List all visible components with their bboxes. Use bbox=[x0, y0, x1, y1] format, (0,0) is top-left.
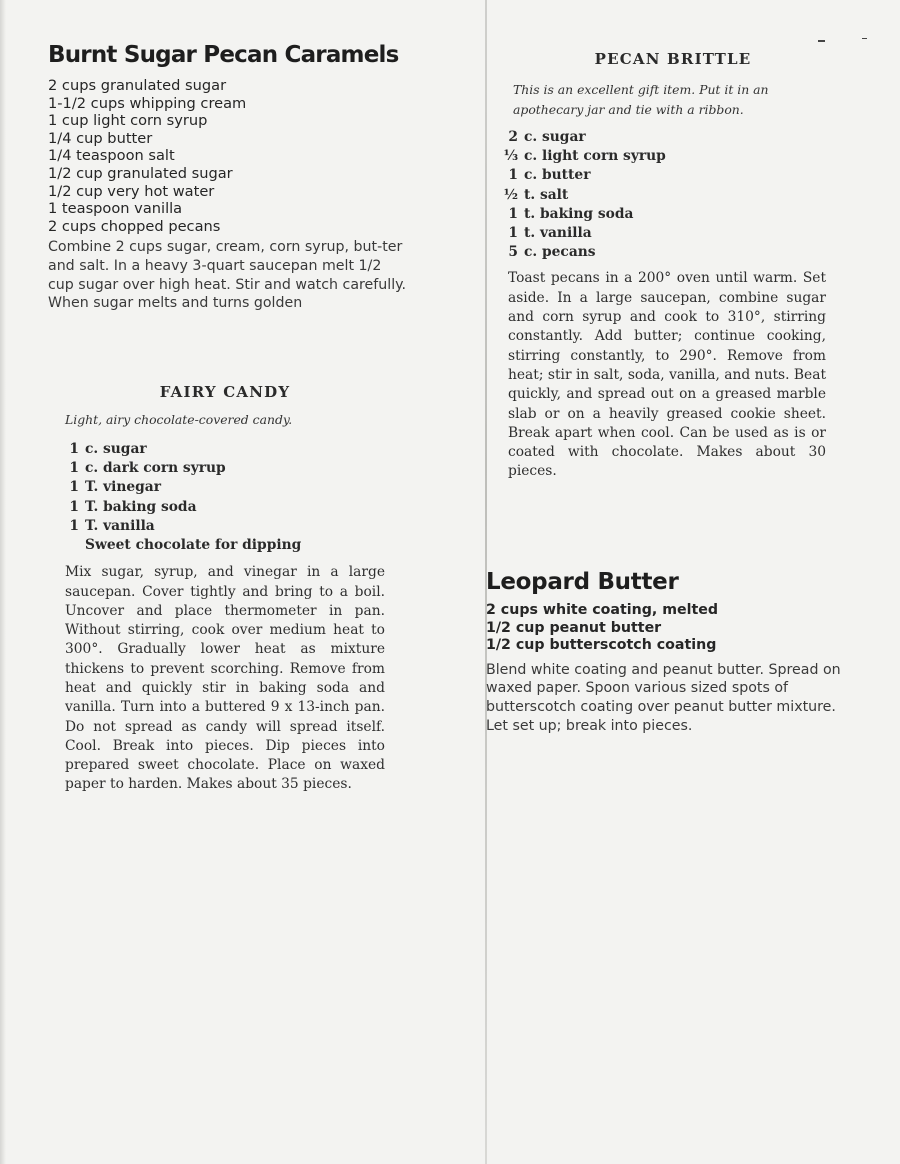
recipe-title: Burnt Sugar Pecan Caramels bbox=[48, 42, 399, 68]
recipe-directions: Combine 2 cups sugar, cream, corn syrup, but-ter and salt. In a heavy 3-quart saucepan melt 1/2 cup sugar over high heat. Stir and watch carefully. When sugar melts and turns golden bbox=[48, 239, 407, 312]
ingredient-quantity: 1 bbox=[69, 517, 79, 534]
scan-mark bbox=[818, 40, 825, 42]
ingredient-item: 1/4 teaspoon salt bbox=[48, 147, 175, 165]
ingredient-quantity: 2 bbox=[508, 129, 518, 145]
ingredient-item: 1 cup light corn syrup bbox=[48, 112, 208, 130]
ingredient-list bbox=[57, 440, 390, 555]
page-edge-shadow bbox=[0, 0, 6, 1164]
recipe-fairy-candy bbox=[65, 383, 390, 795]
ingredient-item: 1-1/2 cups whipping cream bbox=[48, 94, 247, 112]
ingredient-list bbox=[48, 77, 418, 235]
recipe-note: Light, airy chocolate-covered candy. bbox=[65, 412, 293, 427]
ingredient-name: c. pecans bbox=[524, 244, 596, 261]
ingredient-list bbox=[486, 602, 846, 655]
ingredient-quantity: 1 bbox=[508, 167, 518, 184]
ingredient-quantity: ½ bbox=[503, 186, 518, 203]
ingredient-item: 1/2 cup peanut butter bbox=[486, 619, 662, 636]
ingredient-item: 1 teaspoon vanilla bbox=[48, 200, 183, 218]
ingredient-name: c. dark corn syrup bbox=[85, 460, 226, 477]
recipe-burnt-sugar-pecan-caramels bbox=[48, 42, 418, 313]
ingredient-name: Sweet chocolate for dipping bbox=[85, 537, 302, 554]
ingredient-item bbox=[57, 517, 390, 536]
ingredient-item: 2 cups granulated sugar bbox=[48, 77, 227, 94]
ingredient-name: t. salt bbox=[524, 186, 569, 203]
ingredient-name: T. vinegar bbox=[85, 479, 162, 496]
ingredient-quantity: 1 bbox=[508, 205, 518, 222]
ingredient-item: 1/2 cup butterscotch coating bbox=[486, 637, 717, 654]
ingredient-name: c. sugar bbox=[524, 129, 586, 145]
recipe-directions: Toast pecans in a 200° oven until warm. Set aside. In a large saucepan, combine sugar and corn syrup and cook to 310°, stirring constantly. Add butter; continue cooking, stirring constantly, to 290°. Remove from heat; stir in salt, soda, vanilla, and nuts. Beat quickly, and spread out on a greased marble slab or on a heavily greased cookie sheet. Break apart when cool. Can be used as is or coated with chocolate. Makes about 30 pieces. bbox=[508, 270, 826, 480]
ingredient-name: t. vanilla bbox=[524, 225, 592, 242]
recipe-directions: Blend white coating and peanut butter. Spread on waxed paper. Spoon various sized spots of butterscotch coating over peanut butter mixture. Let set up; break into pieces. bbox=[486, 661, 841, 734]
ingredient-item: 1/2 cup very hot water bbox=[48, 182, 215, 200]
ingredient-name: c. light corn syrup bbox=[524, 148, 666, 165]
recipe-leopard-butter bbox=[486, 569, 846, 735]
ingredient-quantity: 1 bbox=[69, 479, 79, 496]
recipe-note: This is an excellent gift item. Put it in an apothecary jar and tie with a ribbon. bbox=[513, 82, 769, 117]
recipe-title: PECAN BRITTLE bbox=[594, 50, 752, 68]
ingredient-item: 1/2 cup granulated sugar bbox=[48, 164, 233, 182]
ingredient-quantity: ⅓ bbox=[503, 148, 518, 165]
ingredient-quantity: 1 bbox=[69, 460, 79, 477]
ingredient-quantity: 5 bbox=[508, 244, 518, 261]
ingredient-quantity: 1 bbox=[69, 441, 79, 457]
ingredient-name: c. butter bbox=[524, 167, 591, 184]
ingredient-name: t. baking soda bbox=[524, 205, 634, 222]
ingredient-item bbox=[57, 498, 390, 517]
ingredient-item bbox=[57, 459, 390, 478]
ingredient-quantity: 1 bbox=[508, 225, 518, 242]
ingredient-item bbox=[57, 478, 390, 497]
ingredient-item bbox=[496, 224, 838, 243]
ingredient-item bbox=[57, 536, 390, 555]
ingredient-name: c. sugar bbox=[85, 441, 147, 457]
ingredient-item: 2 cups white coating, melted bbox=[486, 602, 719, 618]
recipe-directions: Mix sugar, syrup, and vinegar in a large saucepan. Cover tightly and bring to a boil. Uncover and place thermometer in pan. Without stirring, cook over medium heat to 300°. Gradually lower heat as mixture thickens to prevent scorching. Remove from heat and quickly stir in baking soda and vanilla. Turn into a buttered 9 x 13-inch pan. Do not spread as candy will spread itself. Cool. Break into pieces. Dip pieces into prepared sweet chocolate. Place on waxed paper to harden. Makes about 35 pieces. bbox=[65, 564, 385, 793]
ingredient-quantity: 1 bbox=[69, 498, 79, 515]
ingredient-item bbox=[496, 128, 838, 147]
recipe-pecan-brittle bbox=[503, 50, 838, 482]
ingredient-item bbox=[496, 205, 838, 224]
ingredient-list bbox=[496, 128, 838, 262]
ingredient-quantity bbox=[57, 536, 79, 555]
recipe-title: FAIRY CANDY bbox=[159, 383, 291, 401]
ingredient-item: 1/4 cup butter bbox=[48, 129, 153, 147]
ingredient-item bbox=[496, 186, 838, 205]
ingredient-name: T. baking soda bbox=[85, 498, 197, 515]
ingredient-item bbox=[57, 440, 390, 459]
scan-mark bbox=[862, 38, 867, 39]
ingredient-item bbox=[496, 147, 838, 166]
ingredient-item bbox=[496, 243, 838, 262]
ingredient-item: 2 cups chopped pecans bbox=[48, 217, 221, 235]
ingredient-item bbox=[496, 166, 838, 185]
recipe-title: Leopard Butter bbox=[486, 569, 679, 595]
ingredient-name: T. vanilla bbox=[85, 517, 155, 534]
